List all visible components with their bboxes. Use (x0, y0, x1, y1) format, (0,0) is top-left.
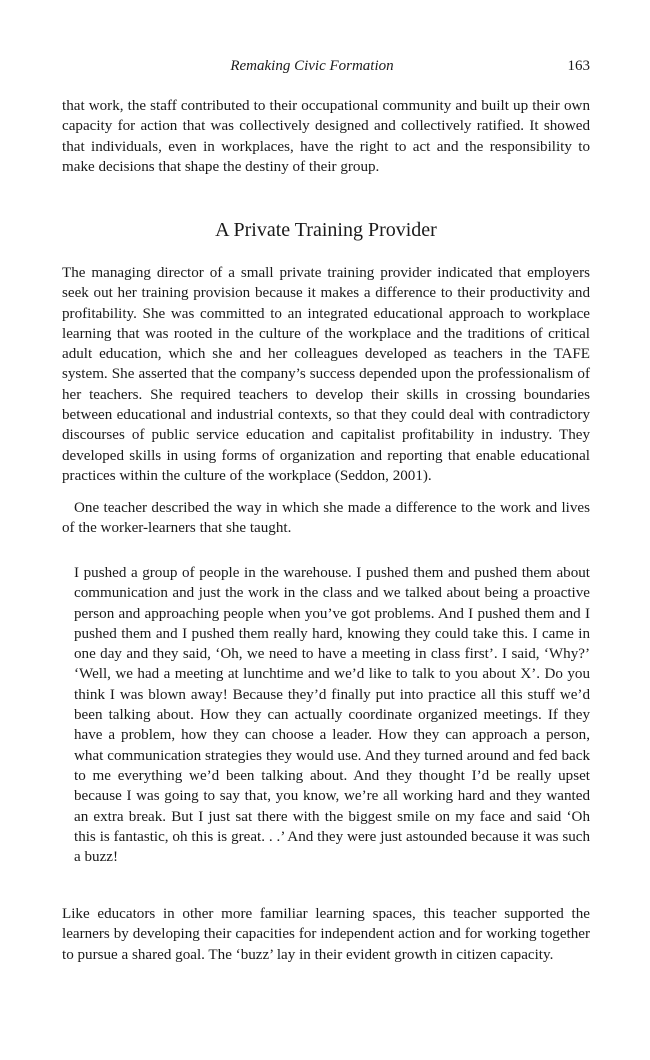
running-title: Remaking Civic Formation (230, 58, 394, 74)
block-quote: I pushed a group of people in the warehouse. I pushed them and pushed them about communication and just the work in the class and we talked about being a proactive person and approaching people when you’ve got problems. And I pushed them and I pushed them and I pushed them really hard, knowing they could take this. I came in one day and they said, ‘Oh, we need to have a meeting in class first’. I said, ‘Why?’ ‘Well, we had a meeting at lunchtime and we’d like to talk to you about X’. Do you think I was blown away! Because they’d finally put into practice all this stuff we’d been talking about. How they can actually coordinate organized meetings. If they have a problem, how they can choose a leader. How they can approach a person, what communication strategies they would use. And they turned around and fed back to me everything we’d been talking about. And they thought I’d be really upset because I was going to say that, you know, we’re all working hard and they wanted an extra break. But I just sat there with the biggest smile on my face and said ‘Oh this is fantastic, oh this is great. . .’ And they were just astounded because it was such a buzz! (74, 565, 590, 866)
section-heading: A Private Training Provider (215, 219, 437, 241)
paragraph-conclusion: Like educators in other more familiar learning spaces, this teacher supported the learners by developing their capacities for independent action and for working together to pursue a shared goal. The ‘buzz’ lay in their evident growth in citizen capacity. (62, 906, 590, 963)
page-number: 163 (567, 58, 590, 74)
running-header (62, 58, 590, 78)
paragraph-continued: that work, the staff contributed to their occupational community and built up their own capacity for action that was collectively designed and collectively ratified. It showed that individuals, even in workplaces, have the right to act and the responsibility to make decisions that shape the destiny of their group. (62, 98, 590, 175)
paragraph-managing-director: The managing director of a small private training provider indicated that employers seek out her training provision because it makes a difference to their productivity and profitability. She was committed to an integrated educational approach to workplace learning that was rooted in the culture of the workplace and the traditions of critical adult education, which she and her colleagues developed as teachers in the TAFE system. She asserted that the company’s success depended upon the professionalism of her teachers. She required teachers to develop their skills in crossing boundaries between educational and industrial contexts, so that they could deal with contradictory discourses of public service education and capitalist profitability in industry. They developed skills in using forms of organization and reporting that enable educational practices within the culture of the workplace (Seddon, 2001). (62, 265, 590, 484)
paragraph-teacher-intro: One teacher described the way in which she made a difference to the work and lives of the worker-learners that she taught. (62, 500, 590, 537)
